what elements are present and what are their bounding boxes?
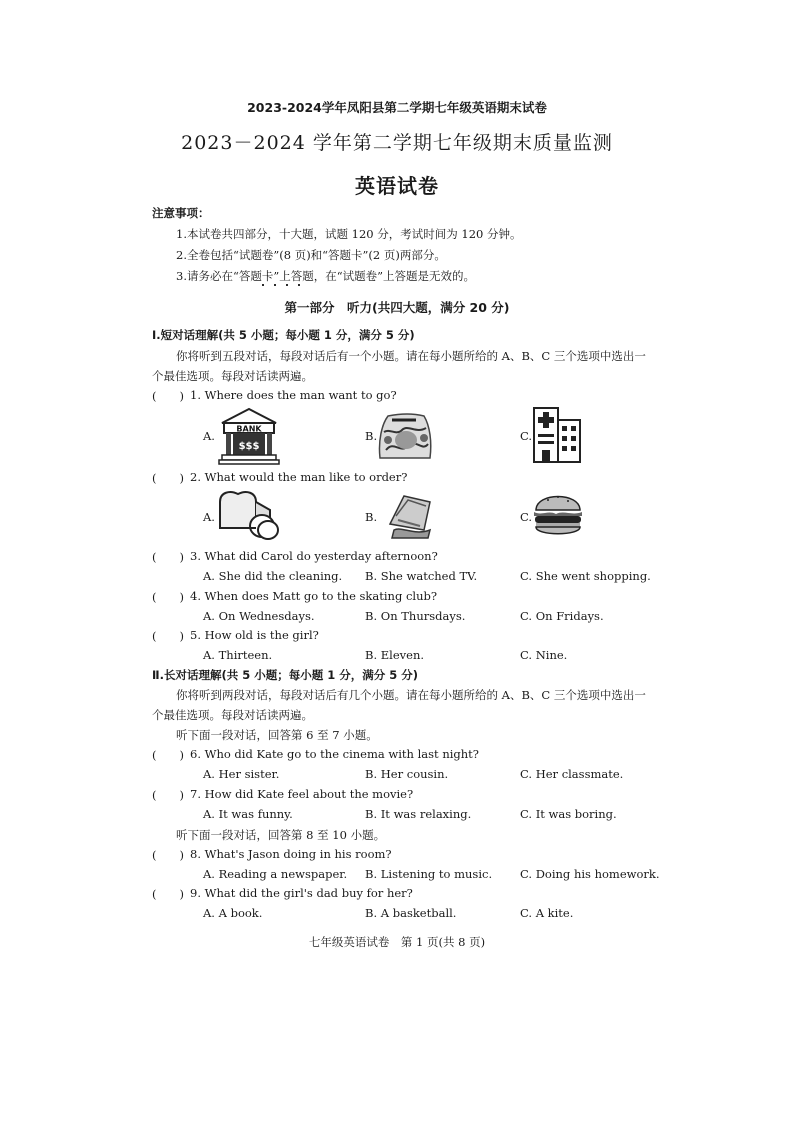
option-b: B. Eleven. [365, 648, 425, 662]
answer-blank: ( ) [152, 389, 184, 403]
notice-item-1: 1.本试卷共四部分，十大题，试题 120 分，考试时间为 120 分钟。 [176, 227, 522, 241]
question-4: 4. When does Matt go to the skating club? [190, 589, 438, 603]
option-b: B. She watched TV. [365, 569, 478, 583]
option-label: A. [203, 510, 215, 524]
answer-blank: ( ) [152, 629, 184, 643]
bank-money-text: $$$ [238, 441, 260, 452]
answer-blank: ( ) [152, 887, 184, 901]
option-a: A. Her sister. [203, 767, 280, 781]
hamburger-icon [532, 486, 584, 542]
zoo-icon [376, 410, 434, 462]
page-footer: 七年级英语试卷 第 1 页(共 8 页) [308, 935, 486, 949]
option-c: C. On Fridays. [520, 609, 604, 623]
option-b: B. On Thursdays. [365, 609, 466, 623]
part-one-title: 第一部分 听力(共四大题，满分 20 分) [284, 300, 510, 315]
option-label: C. [520, 429, 533, 443]
option-a: A. A book. [203, 906, 263, 920]
dialogue-lead-1: 听下面一段对话，回答第 6 至 7 小题。 [176, 728, 378, 742]
option-c: C. Doing his homework. [520, 867, 660, 881]
option-label: A. [203, 429, 215, 443]
answer-blank: ( ) [152, 848, 184, 862]
option-a: A. She did the cleaning. [203, 569, 343, 583]
answer-blank: ( ) [152, 788, 184, 802]
section-2-title: Ⅱ.长对话理解(共 5 小题；每小题 1 分，满分 5 分) [152, 668, 418, 682]
question-2: 2. What would the man like to order? [190, 470, 408, 484]
answer-blank: ( ) [152, 550, 184, 564]
section-1-title: Ⅰ.短对话理解(共 5 小题；每小题 1 分，满分 5 分) [152, 328, 415, 342]
option-a: A. It was funny. [203, 807, 293, 821]
option-c: C. It was boring. [520, 807, 617, 821]
answer-blank: ( ) [152, 748, 184, 762]
emphasis-dots [255, 268, 305, 282]
option-c: C. She went shopping. [520, 569, 651, 583]
bank-icon [218, 407, 280, 465]
notice-item-2: 2.全卷包括“试题卷”(8 页)和“答题卡”(2 页)两部分。 [176, 248, 446, 262]
option-b: B. Her cousin. [365, 767, 449, 781]
section-1-instruction: 你将听到五段对话，每段对话后有一个小题。请在每小题所给的 A、B、C 三个选项中选出一 [176, 349, 646, 363]
question-7: 7. How did Kate feel about the movie? [190, 787, 414, 801]
option-c: C. Her classmate. [520, 767, 624, 781]
bank-sign-text: BANK [236, 424, 262, 434]
answer-blank: ( ) [152, 471, 184, 485]
option-label: C. [520, 510, 533, 524]
option-a: A. Thirteen. [203, 648, 273, 662]
option-b: B. It was relaxing. [365, 807, 472, 821]
option-label: B. [365, 510, 378, 524]
notice-item-3: 3.请务必在“答题卡”上答题，在“试题卷”上答题是无效的。 [176, 269, 475, 283]
option-a: A. Reading a newspaper. [203, 867, 348, 881]
hospital-icon [532, 404, 584, 464]
exam-subject-title: 英语试卷 [355, 174, 439, 198]
question-5: 5. How old is the girl? [190, 628, 319, 642]
bread-icon [216, 488, 280, 542]
option-b: B. A basketball. [365, 906, 457, 920]
question-6: 6. Who did Kate go to the cinema with last night? [190, 747, 479, 761]
dialogue-lead-2: 听下面一段对话，回答第 8 至 10 小题。 [176, 828, 386, 842]
option-b: B. Listening to music. [365, 867, 493, 881]
option-c: C. A kite. [520, 906, 574, 920]
option-c: C. Nine. [520, 648, 568, 662]
option-label: B. [365, 429, 378, 443]
section-1-instruction-cont: 个最佳选项。每段对话读两遍。 [152, 369, 313, 383]
question-3: 3. What did Carol do yesterday afternoon? [190, 549, 438, 563]
question-1: 1. Where does the man want to go? [190, 388, 397, 402]
section-2-instruction-cont: 个最佳选项。每段对话读两遍。 [152, 708, 313, 722]
section-2-instruction: 你将听到两段对话，每段对话后有几个小题。请在每小题所给的 A、B、C 三个选项中选出一 [176, 688, 646, 702]
document-header: 2023-2024学年凤阳县第二学期七年级英语期末试卷 [247, 100, 547, 115]
question-9: 9. What did the girl's dad buy for her? [190, 886, 413, 900]
answer-blank: ( ) [152, 590, 184, 604]
dumpling-icon [384, 490, 436, 540]
question-8: 8. What's Jason doing in his room? [190, 847, 392, 861]
notice-heading: 注意事项： [152, 206, 210, 220]
exam-main-title: 2023－2024 学年第二学期七年级期末质量监测 [181, 132, 613, 154]
option-a: A. On Wednesdays. [203, 609, 315, 623]
